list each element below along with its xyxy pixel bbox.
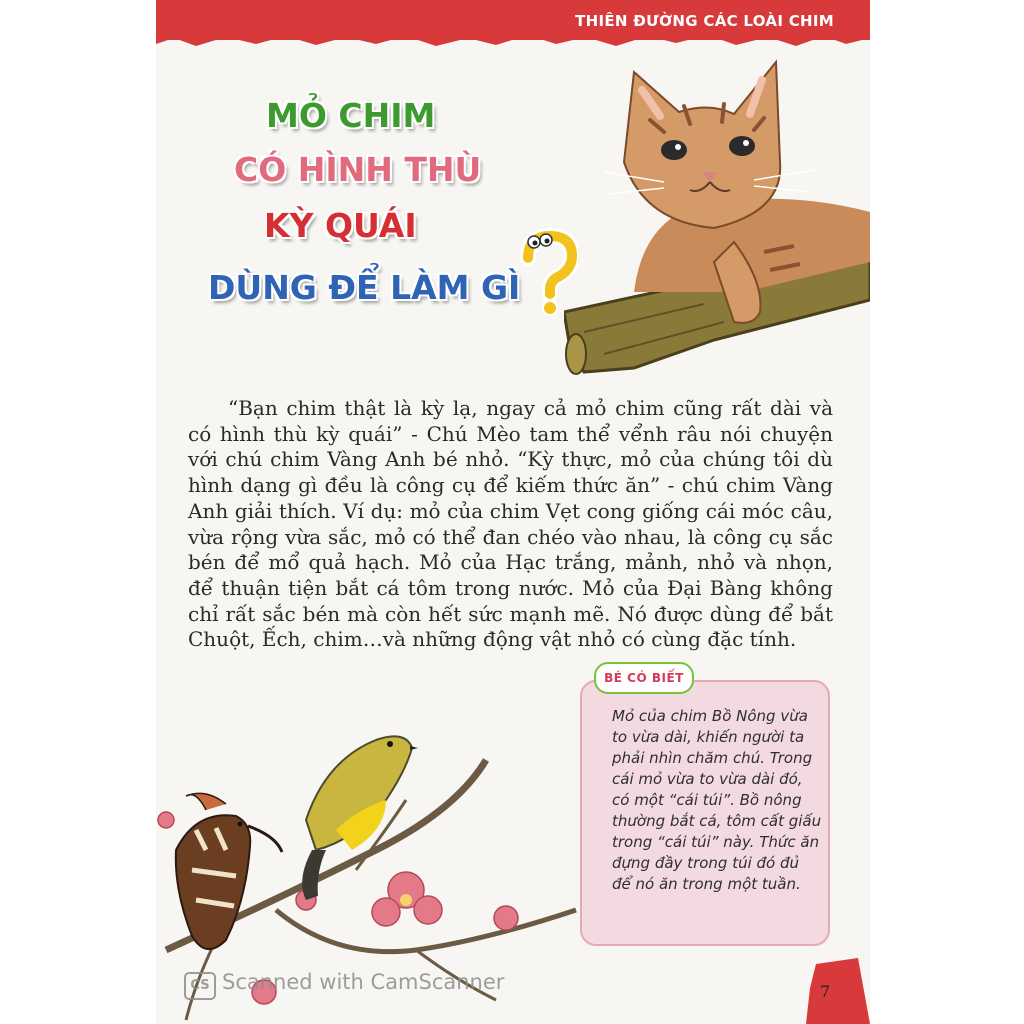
headline-line-2: CÓ HÌNH THÙ <box>234 150 482 189</box>
info-badge: BÉ CÓ BIẾT <box>594 662 694 694</box>
camscanner-logo-icon: CS <box>184 972 216 1000</box>
headline-line-4: DÙNG ĐỂ LÀM GÌ <box>208 268 521 307</box>
section-title: THIÊN ĐƯỜNG CÁC LOÀI CHIM <box>575 12 834 30</box>
watermark-text: Scanned with CamScanner <box>222 970 505 994</box>
headline-line-1: MỎ CHIM <box>266 96 436 135</box>
cat-on-branch-icon <box>564 42 870 382</box>
info-text: Mỏ của chim Bồ Nông vừa to vừa dài, khiến người ta phải nhìn chăm chú. Trong cái mỏ vừa to vừa dài đó, có một “cái túi”. Bồ nông thường bắt cá, tôm cất giấu trong “cái túi” này. Thức ăn đựng đầy trong túi đó đủ để nó ăn trong một tuần. <box>612 707 822 893</box>
header-band <box>156 0 870 40</box>
page-number: 7 <box>820 982 831 1001</box>
body-paragraph: “Bạn chim thật là kỳ lạ, ngay cả mỏ chim cũng rất dài và có hình thù kỳ quái” - Chú Mèo tam thể vểnh râu nói chuyện với chú chim Vàng Anh bé nhỏ. “Kỳ thực, mỏ của chúng tôi dù hình dạng gì đều là công cụ để kiếm thức ăn” - chú chim Vàng Anh giải thích. Ví dụ: mỏ của chim Vẹt cong giống cái móc câu, vừa rộng vừa sắc, mỏ có thể đan chéo vào nhau, là công cụ sắc bén để mổ quả hạch. Mỏ của Hạc trắng, mảnh, nhỏ và nhọn, để thuận tiện bắt cá tôm trong nước. Mỏ của Đại Bàng không chỉ rất sắc bén mà còn hết sức mạnh mẽ. Nó được dùng để bắt Chuột, Ếch, chim…và những động vật nhỏ có cùng đặc tính. <box>188 396 833 652</box>
book-page <box>156 0 870 1024</box>
headline-line-3: KỲ QUÁI <box>264 206 417 245</box>
page-number-tab <box>806 958 870 1024</box>
